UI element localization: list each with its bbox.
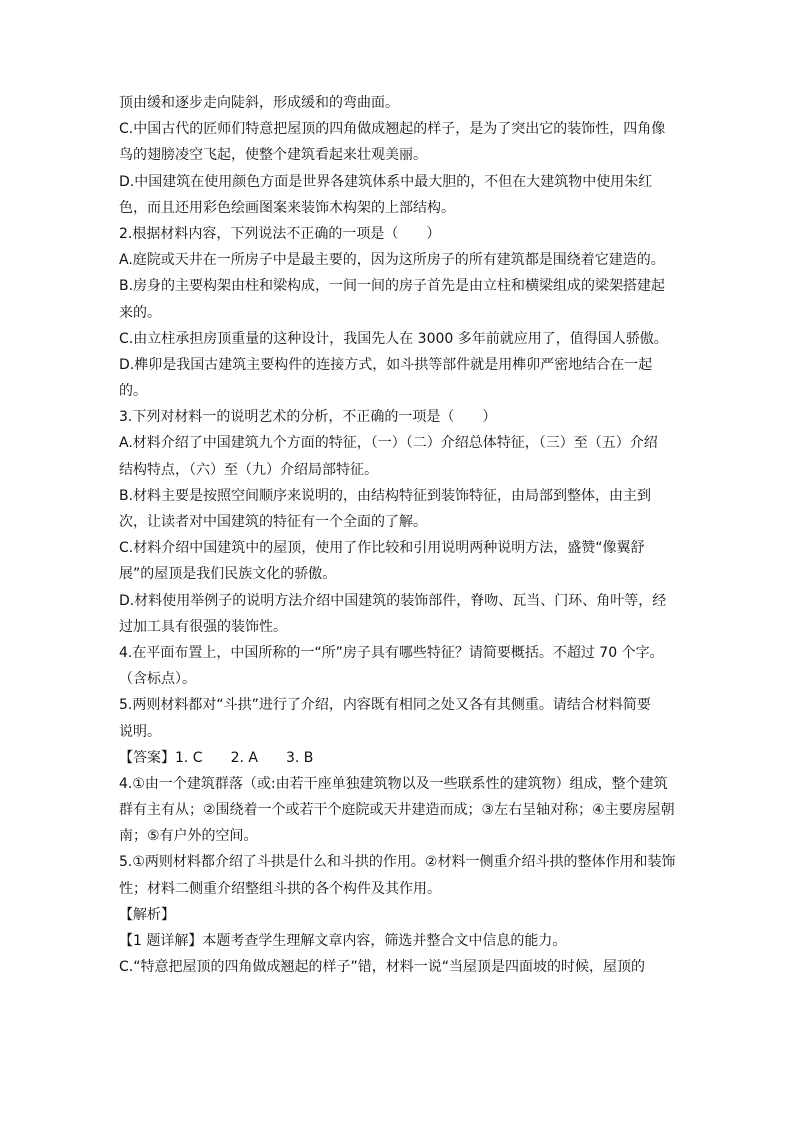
option-d-line: D.中国建筑在使用颜色方面是世界各建筑体系中最大胆的，不但在大建筑物中使用朱红 [119,173,653,190]
text-line: 说明。 [119,723,161,740]
answer-4-line: 4.①由一个建筑群落（或:由若干座单独建筑物以及一些联系性的建筑物）组成，整个建筑 [119,775,668,792]
question-5-line: 5.两则材料都对“斗拱”进行了介绍，内容既有相同之处又各有其侧重。请结合材料简要 [119,697,651,714]
answer-heading-line: 【答案】1. C 2. A 3. B [119,749,314,766]
option-c-line: C.材料介绍中国建筑中的屋顶，使用了作比较和引用说明两种说明方法，盛赞“像翼舒 [119,540,645,557]
text-line: 性；材料二侧重介绍整组斗拱的各个构件及其作用。 [119,880,441,897]
text-line: 南；⑤有户外的空间。 [119,828,258,845]
option-a-line: A.材料介绍了中国建筑九个方面的特征，（一）（二）介绍总体特征，（三）至（五）介绍 [119,435,658,452]
option-a-line: A.庭院或天井在一所房子中是最主要的，因为这所房子的所有建筑都是围绕着它建造的。 [119,252,665,269]
text-line: 过加工具有很强的装饰性。 [119,618,287,635]
text-line: 来的。 [119,304,161,321]
question-2-line: 2.根据材料内容，下列说法不正确的一项是（ ） [119,225,441,242]
text-line: C.“特意把屋顶的四角做成翘起的样子”错，材料一说“当屋顶是四面坡的时候，屋顶的 [119,959,645,976]
text-line: 顶由缓和逐步走向陡斜，形成缓和的弯曲面。 [119,95,399,111]
option-d-line: D.榫卯是我国古建筑主要构件的连接方式，如斗拱等部件就是用榫卯严密地结合在一起 [119,356,653,373]
text-line: 结构特点，（六）至（九）介绍局部特征。 [119,461,378,478]
detail-heading-line: 【1 题详解】本题考查学生理解文章内容，筛选并整合文中信息的能力。 [119,933,567,949]
option-c-line: C.中国古代的匠师们特意把屋顶的四角做成翘起的样子，是为了突出它的装饰性，四角像 [119,121,666,138]
question-4-line: 4.在平面布置上，中国所称的一“所”房子具有哪些特征？请简要概括。不超过 70 个字。 [119,644,664,661]
text-line: 色，而且还用彩色绘画图案来装饰木构架的上部结构。 [119,199,455,216]
text-line: 的。 [119,383,147,400]
option-d-line: D.材料使用举例子的说明方法介绍中国建筑的装饰部件，脊吻、瓦当、门环、角叶等，经 [119,592,667,609]
question-3-line: 3.下列对材料一的说明艺术的分析，不正确的一项是（ ） [119,409,497,426]
option-b-line: B.房身的主要构架由柱和梁构成，一间一间的房子首先是由立柱和横梁组成的梁架搭建起 [119,278,666,295]
answer-5-line: 5.①两则材料都介绍了斗拱是什么和斗拱的作用。②材料一侧重介绍斗拱的整体作用和装饰 [119,854,676,871]
document-body [119,90,679,980]
option-c-line: C.由立柱承担房顶重量的这种设计，我国先人在 3000 多年前就应用了，值得国人骄傲。 [119,330,668,347]
text-line: 次，让读者对中国建筑的特征有一个全面的了解。 [119,514,427,530]
text-line: 群有主有从；②围绕着一个或若干个庭院或天井建造而成；③左右呈轴对称；④主要房屋朝 [119,802,675,819]
text-line: 鸟的翅膀凌空飞起，使整个建筑看起来壮观美丽。 [119,147,427,164]
text-line: （含标点）。 [119,671,196,688]
analysis-heading-line: 【解析】 [119,906,175,923]
text-line: 展”的屋顶是我们民族文化的骄傲。 [119,566,337,583]
option-b-line: B.材料主要是按照空间顺序来说明的，由结构特征到装饰特征，由局部到整体，由主到 [119,487,652,504]
